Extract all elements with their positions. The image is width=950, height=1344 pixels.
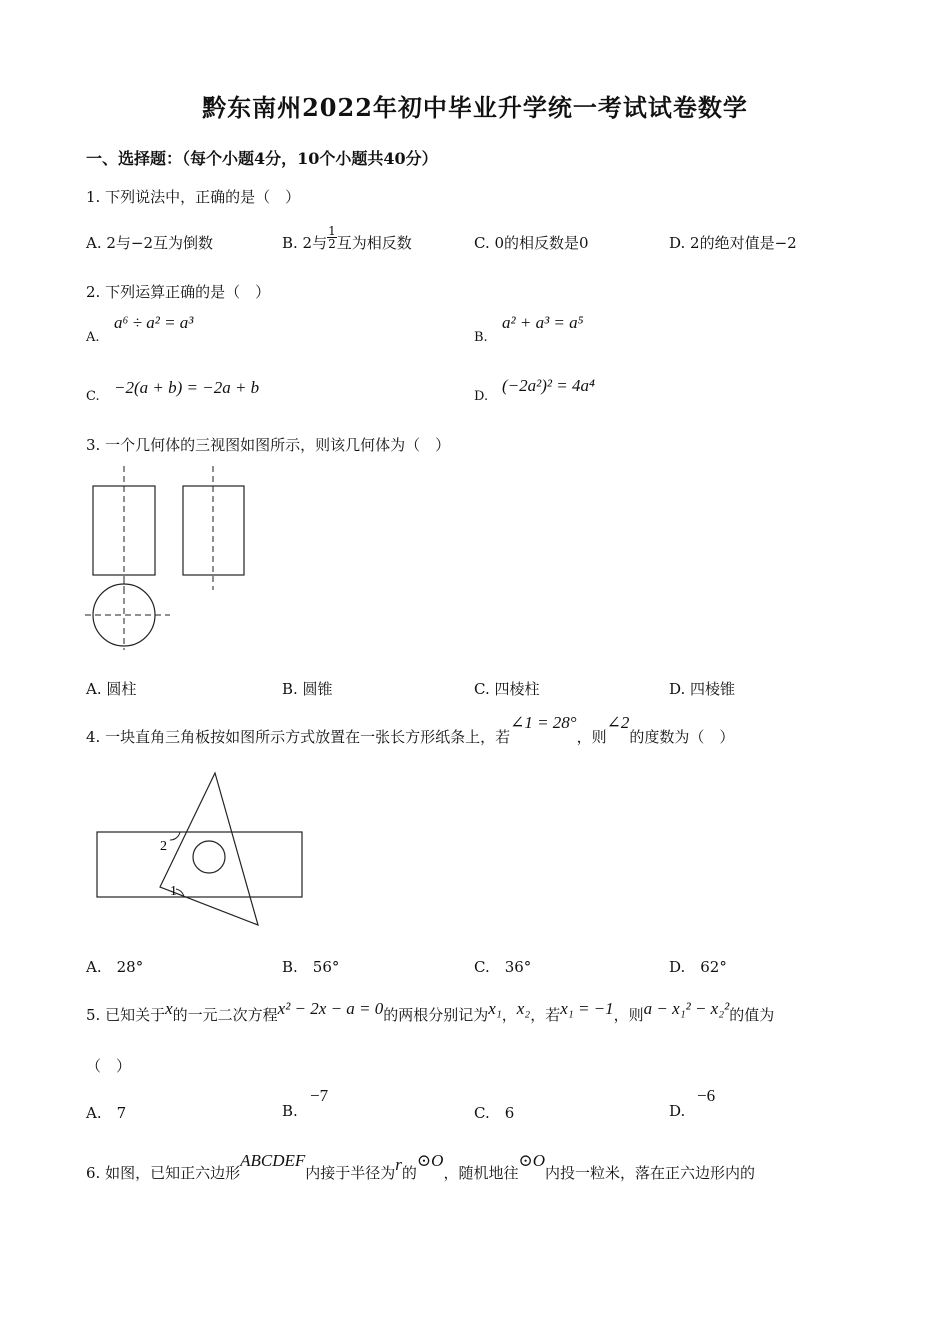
q5-text-1: 5. 已知关于	[86, 1006, 166, 1024]
q2-option-b-expression: a² + a³ = a⁵	[502, 313, 584, 332]
q2-option-a-expression: a⁶ ÷ a² = a³	[114, 313, 194, 332]
q5-option-c: C. 6	[474, 1104, 515, 1122]
q4-option-b: B. 56°	[282, 958, 340, 976]
q5-text-6: 的值为	[729, 1006, 775, 1024]
q2-option-d-expression: (−2a²)² = 4a⁴	[502, 376, 595, 395]
q4-option-a: A. 28°	[86, 958, 144, 976]
q5-text-2: 的一元二次方程	[172, 1006, 278, 1024]
q5-text-4: ，若	[530, 1006, 561, 1024]
front-view-diagram	[80, 462, 180, 652]
page-title: 黔东南州2022年初中毕业升学统一考试试卷数学	[202, 93, 748, 122]
q5-option-d-value: −6	[697, 1086, 716, 1105]
q4-stem-suffix: 的度数为（ ）	[629, 728, 735, 746]
q4-stem-prefix: 4. 一块直角三角板按如图所示方式放置在一张长方形纸条上，若	[86, 728, 511, 746]
question-3-stem: 3. 一个几何体的三视图如图所示，则该几何体为（ ）	[86, 436, 451, 454]
q4-stem-middle: ，则	[576, 728, 607, 746]
q3-option-d: D. 四棱锥	[669, 680, 736, 698]
q3-option-c: C. 四棱柱	[474, 680, 540, 698]
root-x1: x₁	[488, 999, 502, 1018]
triangle-ruler-diagram	[90, 765, 310, 935]
q5-answer-parentheses: （ ）	[86, 1057, 132, 1075]
fraction-denominator: 2	[328, 236, 336, 251]
question-5-stem	[86, 999, 775, 1025]
q2-option-c-label: C.	[86, 389, 100, 404]
quadratic-equation: x² − 2x − a = 0	[277, 999, 384, 1018]
target-expression: a − x₁² − x₂²	[643, 999, 730, 1018]
section-heading: 一、选择题：（每个小题4分，10个小题共40分）	[86, 149, 438, 168]
q2-option-b-label: B.	[474, 330, 488, 345]
angle-2-label: 2	[160, 839, 167, 854]
q6-text-1: 6. 如图，已知正六边形	[86, 1164, 241, 1182]
angle-1-label: 1	[170, 884, 177, 899]
side-view-diagram	[178, 462, 248, 592]
q2-option-c-expression: −2(a + b) = −2a + b	[114, 378, 260, 397]
q3-option-b: B. 圆锥	[282, 680, 333, 698]
q1-option-a: A. 2与−2互为倒数	[86, 234, 214, 252]
q1-option-b-prefix: B. 2与	[282, 234, 328, 252]
circle-o-symbol: ⊙O	[416, 1151, 444, 1170]
question-1-stem: 1. 下列说法中，正确的是（ ）	[86, 188, 301, 206]
q5-comma: ，	[501, 1006, 517, 1024]
angle-2-symbol: ∠2	[606, 713, 630, 732]
q5-option-b-value: −7	[310, 1086, 329, 1105]
q4-option-c: C. 36°	[474, 958, 532, 976]
q2-option-a-label: A.	[86, 330, 100, 345]
q1-option-b	[282, 223, 412, 253]
q6-text-5: 内投一粒米，落在正六边形内的	[544, 1164, 755, 1182]
hexagon-name: ABCDEF	[240, 1151, 306, 1170]
q6-text-3: 的	[401, 1164, 417, 1182]
q2-option-d-label: D.	[474, 389, 489, 404]
fraction-numerator: 1	[328, 223, 336, 238]
question-4-stem	[86, 713, 735, 747]
root-condition: x₁ = −1	[560, 999, 614, 1018]
q5-option-d-label: D.	[669, 1102, 686, 1120]
radius-symbol: r	[395, 1155, 402, 1174]
question-6-stem	[86, 1151, 755, 1183]
variable-x: x	[165, 999, 173, 1018]
root-x2: x₂	[516, 999, 531, 1018]
q5-option-a: A. 7	[86, 1104, 127, 1122]
q5-text-5: ，则	[613, 1006, 644, 1024]
question-2-stem: 2. 下列运算正确的是（ ）	[86, 283, 271, 301]
fraction-one-half	[327, 225, 337, 250]
q1-option-d: D. 2的绝对值是−2	[669, 234, 797, 252]
q4-option-d: D. 62°	[669, 958, 727, 976]
q5-option-b-label: B.	[282, 1102, 298, 1120]
q3-option-a: A. 圆柱	[86, 680, 137, 698]
circle-o-symbol-2: ⊙O	[518, 1151, 545, 1170]
q5-text-3: 的两根分别记为	[383, 1006, 489, 1024]
q6-text-4: ，随机地往	[443, 1164, 519, 1182]
q1-option-b-suffix: 互为相反数	[336, 234, 412, 252]
q6-text-2: 内接于半径为	[305, 1164, 396, 1182]
angle-1-condition: ∠1 = 28°	[510, 713, 577, 732]
q1-option-c: C. 0的相反数是0	[474, 234, 589, 252]
